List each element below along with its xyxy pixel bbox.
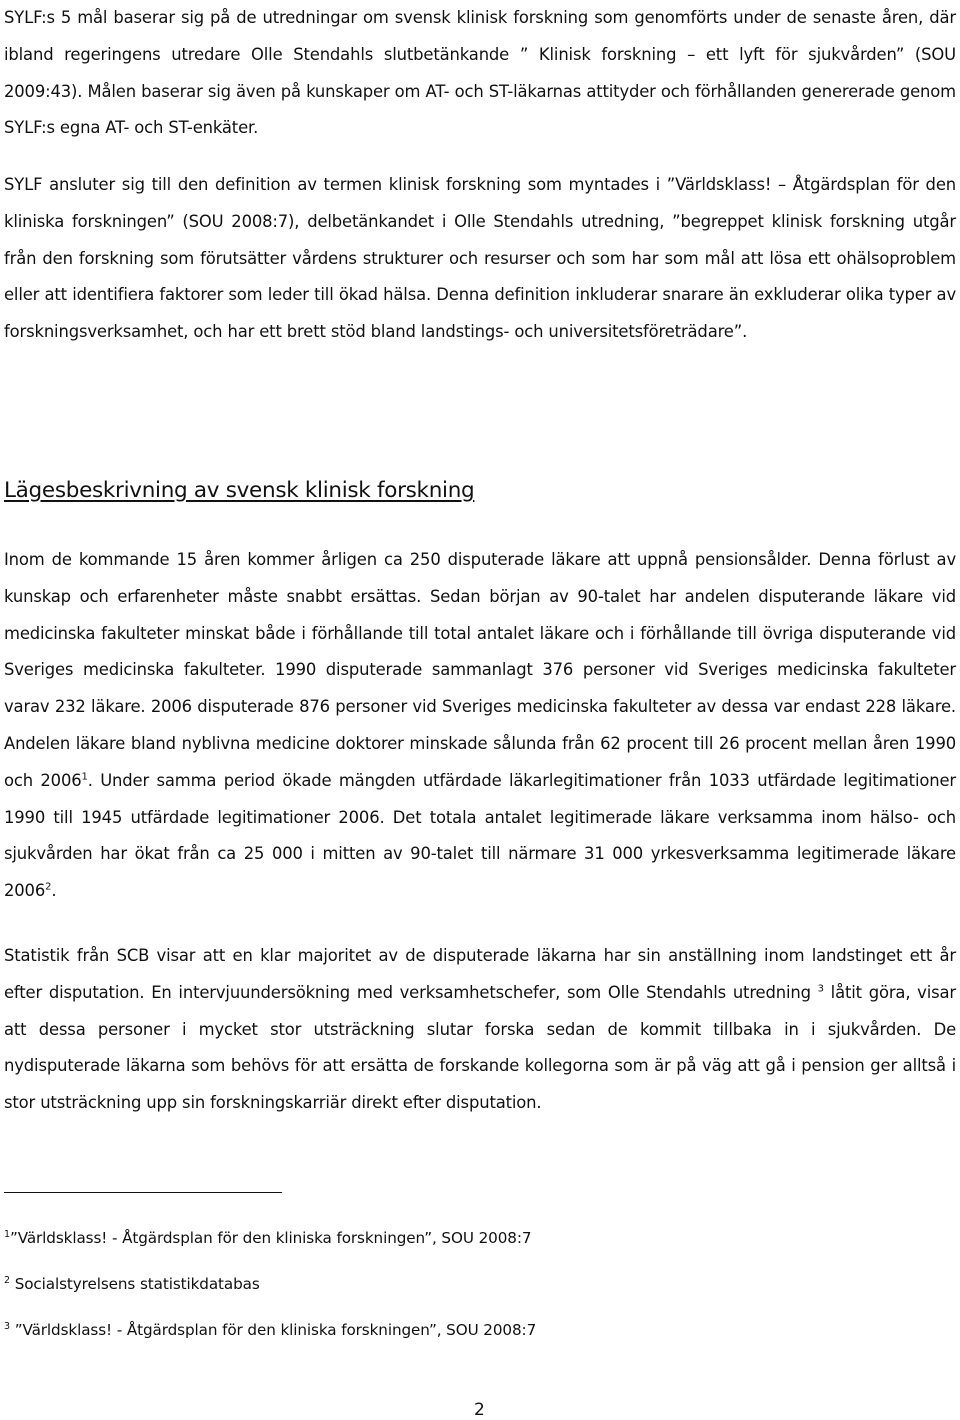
- footnote-number: 3: [4, 1320, 10, 1332]
- footnote-text: Socialstyrelsens statistikdatabas: [14, 1275, 260, 1293]
- footnote-number: 1: [4, 1228, 10, 1240]
- footnote-separator: [4, 1192, 282, 1193]
- statistics-text-b: låtit göra, visar att dessa personer i mycket stor utsträckning slutar forska sedan de kommit tillbaka in i sjukvården. De nydisputerade läkarna som behövs för att ersätta de forskande kollegorna som är på väg att gå i pension ger alltså i stor utsträckning upp sin forskningskarriär direkt efter disputation.: [4, 982, 956, 1113]
- page-number: 2: [474, 1400, 485, 1420]
- footnote-ref-1[interactable]: 1: [81, 771, 88, 783]
- footnote-3: [4, 1320, 536, 1340]
- footnote-2: [4, 1274, 260, 1294]
- situation-paragraph: [4, 542, 956, 910]
- situation-text-c: .: [51, 881, 57, 901]
- footnote-1: [4, 1228, 531, 1248]
- section-heading: Lägesbeskrivning av svensk klinisk forskning: [4, 478, 475, 503]
- intro-paragraph: SYLF:s 5 mål baserar sig på de utredningar om svensk klinisk forskning som genomförts under de senaste åren, där ibland regeringens utredare Olle Stendahls slutbetänkande ” Klinisk forskning – ett lyft för sjukvården” (SOU 2009:43). Målen baserar sig även på kunskaper om AT- och ST-läkarnas attityder och förhållanden genererade genom SYLF:s egna AT- och ST-enkäter.: [4, 8, 956, 138]
- footnote-ref-3[interactable]: 3: [817, 983, 824, 995]
- footnote-text: ”Världsklass! - Åtgärdsplan för den kliniska forskningen”, SOU 2008:7: [14, 1321, 537, 1339]
- statistics-paragraph: [4, 938, 956, 1122]
- footnote-text: ”Världsklass! - Åtgärdsplan för den kliniska forskningen”, SOU 2008:7: [9, 1229, 532, 1247]
- situation-text-a: Inom de kommande 15 åren kommer årligen ca 250 disputerade läkare att uppnå pensionsålder. Denna förlust av kunskap och erfarenheter måste snabbt ersättas. Sedan början av 90-talet har andelen disputerande läkare vid medicinska fakulteter minskat både i förhållande till total antalet läkare och i förhållande till övriga disputerande vid Sveriges medicinska fakulteter. 1990 disputerade sammanlagt 376 personer vid Sveriges medicinska fakulteter varav 232 läkare. 2006 disputerade 876 personer vid Sveriges medicinska fakulteter av dessa var endast 228 läkare. Andelen läkare bland nyblivna medicine doktorer minskade sålunda från 62 procent till 26 procent mellan åren 1990 och 2006: [4, 550, 956, 790]
- definition-paragraph: SYLF ansluter sig till den definition av termen klinisk forskning som myntades i ”Världsklass! – Åtgärdsplan för den kliniska forskningen” (SOU 2008:7), delbetänkandet i Olle Stendahls utredning, ”begreppet klinisk forskning utgår från den forskning som förutsätter vårdens strukturer och resurser och som har som mål att lösa ett ohälsoproblem eller att identifiera faktorer som leder till ökad hälsa. Denna definition inkluderar snarare än exkluderar olika typer av forskningsverksamhet, och har ett brett stöd bland landstings- och universitetsföreträdare”.: [4, 175, 956, 342]
- footnote-ref-2[interactable]: 2: [45, 881, 52, 893]
- statistics-text-a: Statistik från SCB visar att en klar majoritet av de disputerade läkarna har sin anställning inom landstinget ett år efter disputation. En intervjuundersökning med verksamhetschefer, som Olle Stendahls utredning: [4, 946, 956, 1002]
- situation-text-b: . Under samma period ökade mängden utfärdade läkarlegitimationer från 1033 utfärdade legitimationer 1990 till 1945 utfärdade legitimationer 2006. Det totala antalet legitimerade läkare verksamma inom hälso- och sjukvården har ökat från ca 25 000 i mitten av 90-talet till närmare 31 000 yrkesverksamma legitimerade läkare 2006: [4, 770, 957, 901]
- footnote-number: 2: [4, 1274, 10, 1286]
